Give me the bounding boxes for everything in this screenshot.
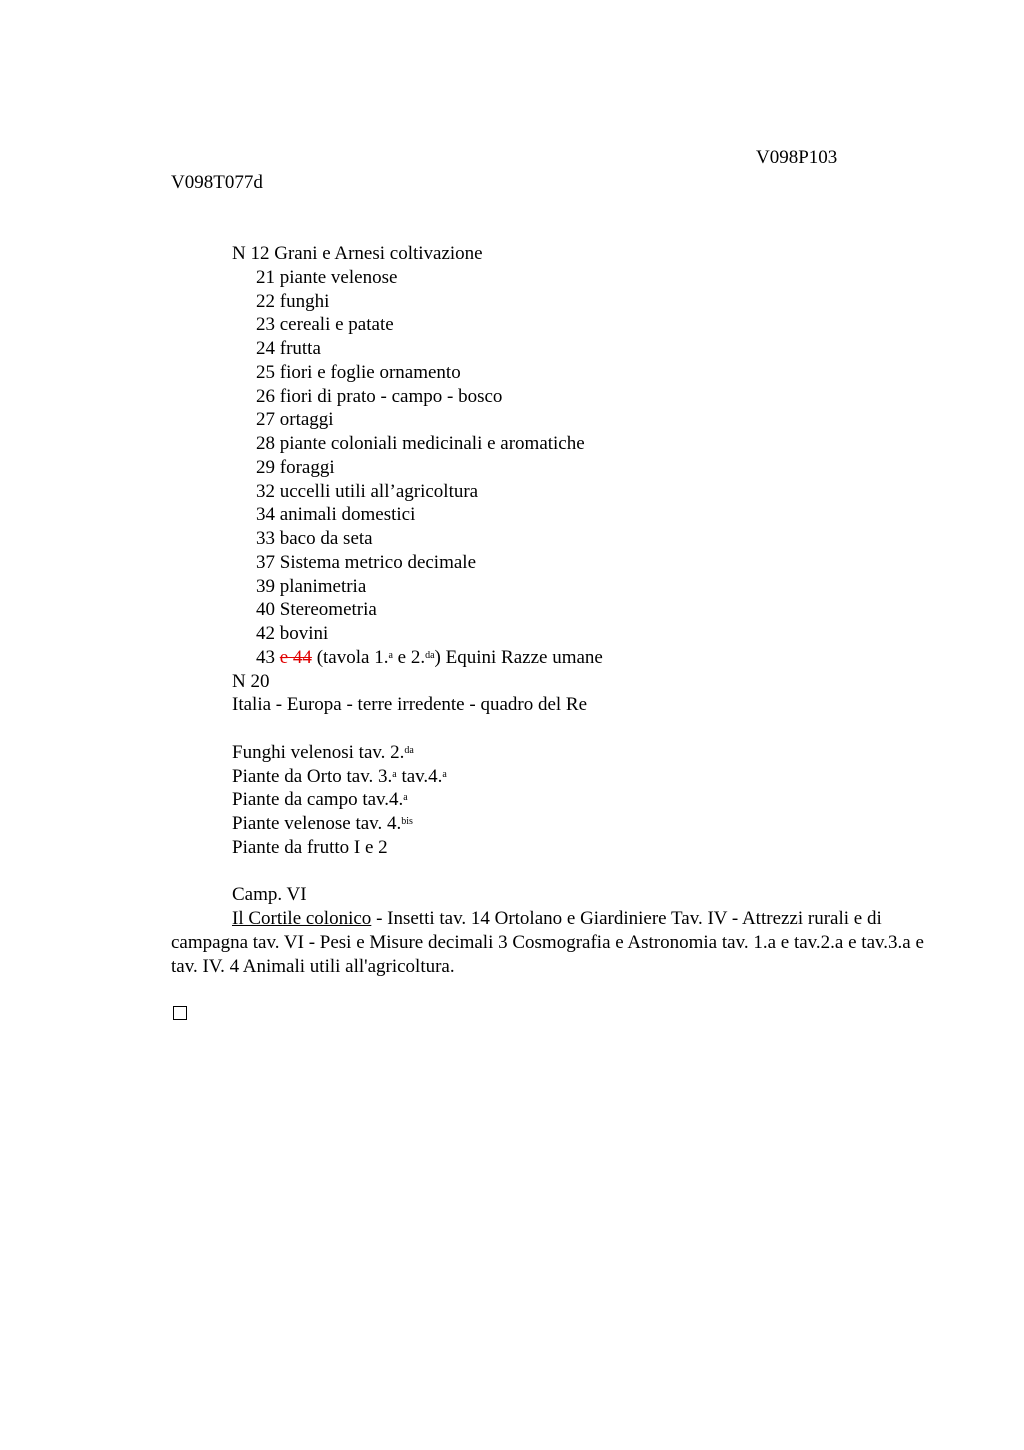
table-line: Piante da frutto I e 2: [232, 837, 388, 858]
camp-title: Camp. VI: [232, 884, 307, 905]
section-n20-title: N 20: [232, 671, 270, 692]
table-line: Piante da Orto tav. 3.$^a$ tav.4.$^a$: [232, 766, 447, 787]
document-code: V098T077d: [171, 172, 263, 193]
table-line: Funghi velenosi tav. 2.$^{da}$: [232, 742, 414, 763]
page-code: V098P103: [756, 147, 838, 168]
list-item: 29 foraggi: [256, 457, 335, 478]
list-item: 34 animali domestici: [256, 504, 416, 525]
table-line: Piante velenose tav. 4.$^{bis}$: [232, 813, 413, 834]
list-item: 28 piante coloniali medicinali e aromatiche: [256, 433, 585, 454]
table-line: Piante da campo tav.4.$^a$: [232, 789, 408, 810]
list-item: 32 uccelli utili all’agricoltura: [256, 481, 479, 502]
list-item: 42 bovini: [256, 623, 329, 644]
list-item: 40 Stereometria: [256, 599, 377, 620]
item-number: 43: [256, 647, 275, 668]
list-item: 24 frutta: [256, 338, 321, 359]
list-item: 39 planimetria: [256, 576, 367, 597]
list-item-43: 43 e 44 (tavola 1.$^a$ e 2.$^{da}$) Equini Razze umane: [256, 647, 603, 668]
list-item: 26 fiori di prato - campo - bosco: [256, 386, 503, 407]
list-item: 27 ortaggi: [256, 409, 334, 430]
section-n20-line: Italia - Europa - terre irredente - quadro del Re: [232, 694, 588, 715]
list-item: 37 Sistema metrico decimale: [256, 552, 477, 573]
cortile-colonico: Il Cortile colonico: [232, 908, 372, 929]
list-item: 21 piante velenose: [256, 267, 398, 288]
list-item: 33 baco da seta: [256, 528, 373, 549]
list-item: 23 cereali e patate: [256, 314, 394, 335]
struck-text: e 44: [279, 647, 312, 668]
section-n12-title: N 12 Grani e Arnesi coltivazione: [232, 243, 483, 264]
list-item: 25 fiori e foglie ornamento: [256, 362, 461, 383]
camp-paragraph: Il Cortile colonico - Insetti tav. 14 Ortolano e Giardiniere Tav. IV - Attrezzi rurali e di campagna tav. VI - Pesi e Misure decimali 3 Cosmografia e Astronomia tav. 1.a e tav.2.a e tav.3.a e tav. IV. 4 Animali utili all'agricoltura.: [171, 908, 924, 977]
list-item: 22 funghi: [256, 291, 330, 312]
checkbox-square-icon: [173, 1006, 187, 1020]
